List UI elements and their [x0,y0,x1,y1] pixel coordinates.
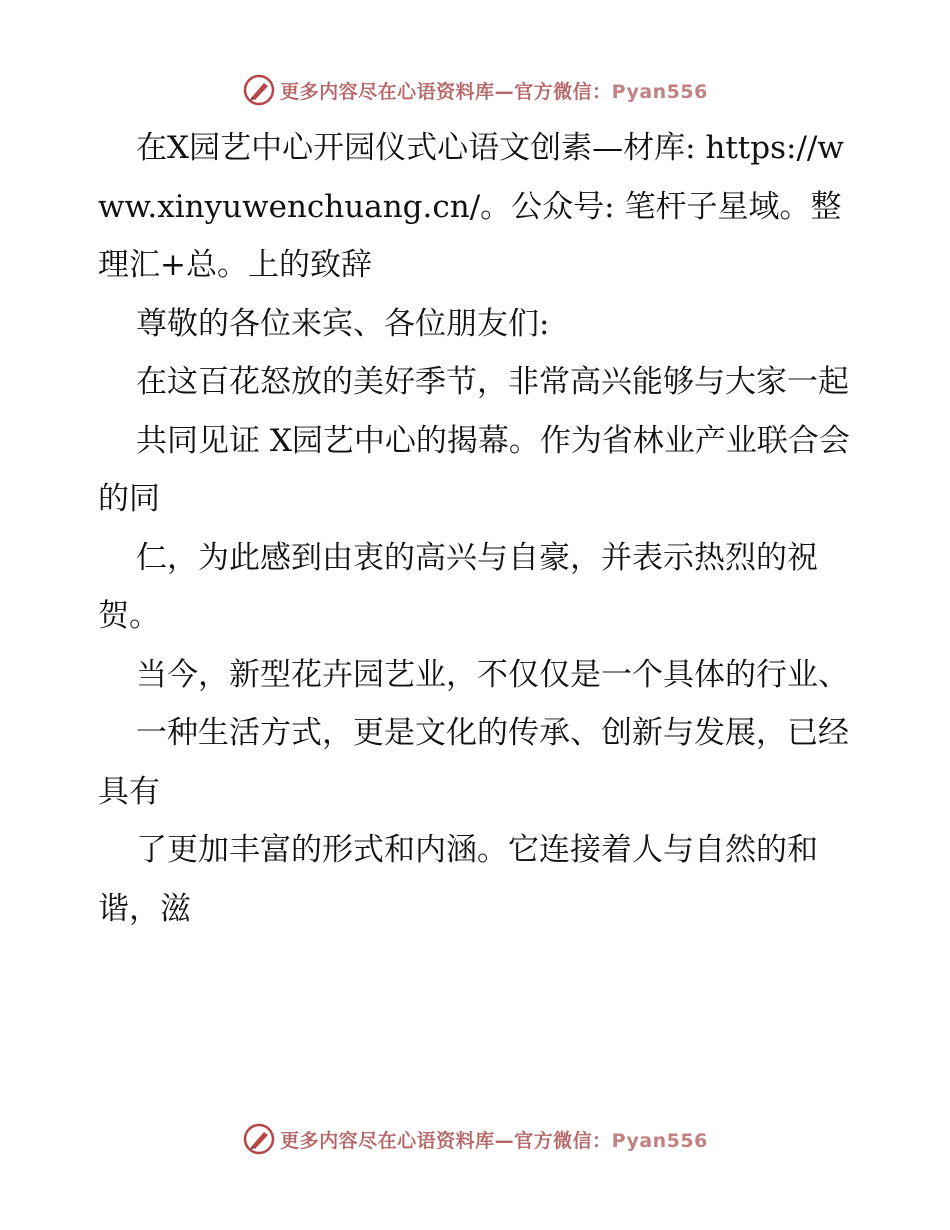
document-body [98,119,858,938]
quill-pen-logo-icon [242,1122,276,1156]
header-banner [0,70,950,110]
paragraph: 仁，为此感到由衷的高兴与自豪，并表示热烈的祝贺。 [98,539,818,634]
paragraph: 了更加丰富的形式和内涵。它连接着人与自然的和谐，滋 [98,832,818,927]
paragraph-greeting: 尊敬的各位来宾、各位朋友们: [136,305,550,342]
paragraph: 共同见证 X园艺中心的揭幕。作为省林业产业联合会的同 [98,422,850,517]
paragraph: 一种生活方式，更是文化的传承、创新与发展，已经具有 [98,715,849,810]
banner-text [280,77,708,104]
banner-wechat-id: Pyan556 [611,80,708,103]
footer-banner [0,1119,950,1159]
paragraph: 在这百花怒放的美好季节，非常高兴能够与大家一起 [136,364,849,400]
paragraph: 当今，新型花卉园艺业，不仅仅是一个具体的行业、 [136,656,849,693]
banner-wechat-id: Pyan556 [611,1129,708,1152]
banner-label: 更多内容尽在心语资料库—官方微信： [280,80,612,103]
quill-pen-logo-icon [242,73,276,107]
banner-label: 更多内容尽在心语资料库—官方微信： [280,1129,612,1152]
paragraph-title: 在X园艺中心开园仪式心语文创素—材库: https://www.xinyuwenchuang.cn/。公众号: 笔杆子星域。整理汇+总。上的致辞 [98,130,844,283]
banner-text [280,1126,708,1153]
